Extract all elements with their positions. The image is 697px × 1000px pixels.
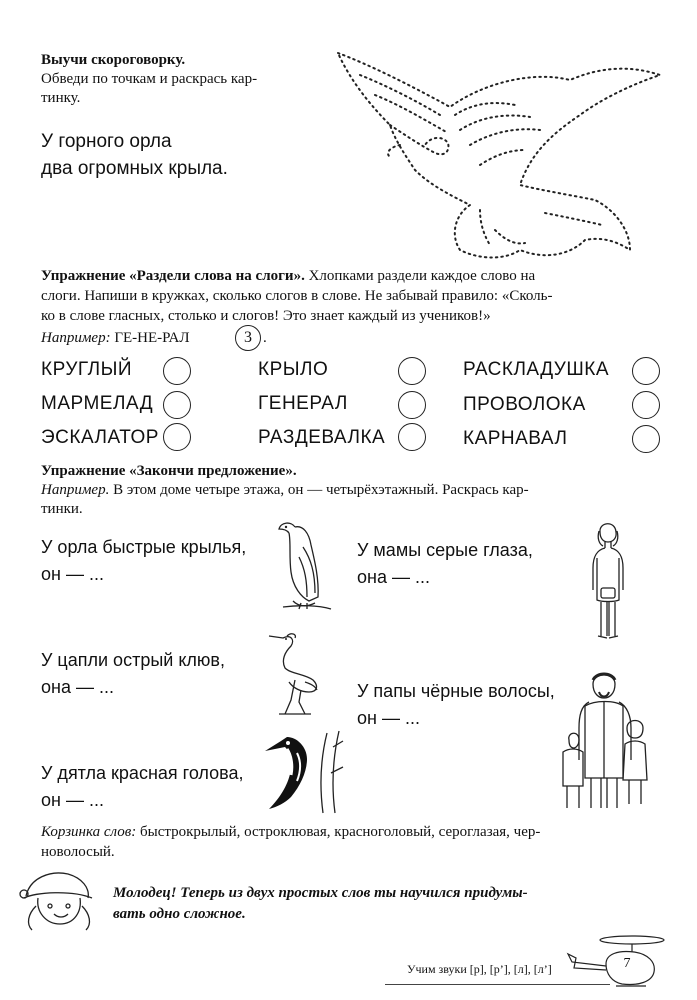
- page-number: 7: [623, 956, 631, 971]
- section2-title: Упражнение «Раздели слова на слоги».: [41, 268, 305, 284]
- heron-icon: [265, 630, 327, 718]
- basket-line1: [41, 824, 540, 841]
- sentence-eagle: [41, 534, 246, 588]
- example-count-circle: 3: [235, 325, 261, 351]
- section1-title: Выучи скороговорку.: [41, 52, 186, 68]
- section2-text-line2: слоги. Напиши в кружках, сколько слогов в слове. Не забывай правило: «Сколь-: [41, 288, 553, 304]
- word-general: ГЕНЕРАЛ: [258, 393, 348, 414]
- syllable-circle[interactable]: [398, 423, 426, 451]
- mom-icon: [583, 518, 633, 643]
- footer-caption: Учим звуки [р], [р’], [л], [л’]: [407, 962, 552, 976]
- word-raskladushka: РАСКЛАДУШКА: [463, 359, 610, 380]
- section1-instruction-line1: Обведи по точкам и раскрась кар-: [41, 71, 258, 87]
- praise-line1: Молодец! Теперь из двух простых слов ты научился придумы-: [113, 885, 528, 901]
- section2-line1: [41, 268, 535, 285]
- sentence-mom-line2: она — ...: [357, 567, 430, 587]
- sentence-woodpecker-line1: У дятла красная голова,: [41, 763, 244, 783]
- sentence-mom: [357, 537, 533, 591]
- section2-text-line1: Хлопками раздели каждое слово на: [308, 268, 536, 284]
- syllable-circle[interactable]: [632, 425, 660, 453]
- dwarf-icon: [16, 868, 108, 934]
- basket-words-line1: быстрокрылый, остроклювая, красноголовый, сероглазая, чер-: [140, 824, 541, 840]
- word-provoloka: ПРОВОЛОКА: [463, 394, 586, 415]
- sentence-dad: [357, 678, 555, 732]
- syllable-circle[interactable]: [398, 357, 426, 385]
- word-razdevalka: РАЗДЕВАЛКА: [258, 427, 386, 448]
- sentence-eagle-line1: У орла быстрые крылья,: [41, 537, 247, 557]
- basket-words-line2: новолосый.: [41, 844, 115, 860]
- eagle-icon: [273, 517, 335, 612]
- syllable-circle[interactable]: [632, 391, 660, 419]
- sentence-dad-line1: У папы чёрные волосы,: [357, 681, 555, 701]
- syllable-circle[interactable]: [163, 423, 191, 451]
- sentence-eagle-line2: он — ...: [41, 564, 104, 584]
- praise-line2: вать одно сложное.: [113, 906, 246, 922]
- section2-text-line3: ко в слове гласных, столько и слогов! Это знает каждый из учеников!»: [41, 308, 491, 324]
- syllable-circle[interactable]: [163, 357, 191, 385]
- dotted-eagle-icon: [330, 45, 670, 260]
- syllable-circle[interactable]: [163, 391, 191, 419]
- section3-example-line1: [41, 482, 529, 499]
- example-end: .: [263, 330, 267, 346]
- syllable-circle[interactable]: [398, 391, 426, 419]
- basket-label: Корзинка слов:: [41, 824, 137, 840]
- section2-example: [41, 330, 190, 347]
- sentence-dad-line2: он — ...: [357, 708, 420, 728]
- tongue-twister-line2: два огромных крыла.: [41, 158, 228, 179]
- sentence-heron-line1: У цапли острый клюв,: [41, 650, 225, 670]
- section3-example-label: Например.: [41, 482, 110, 498]
- woodpecker-icon: [261, 727, 351, 815]
- section3-example-text-line1: В этом доме четыре этажа, он — четырёхэтажный. Раскрась кар-: [113, 482, 529, 498]
- word-krylo: КРЫЛО: [258, 359, 329, 380]
- sentence-heron-line2: она — ...: [41, 677, 114, 697]
- example-label: Например:: [41, 330, 111, 346]
- sentence-mom-line1: У мамы серые глаза,: [357, 540, 533, 560]
- sentence-heron: [41, 647, 225, 701]
- word-krugly: КРУГЛЫЙ: [41, 359, 133, 380]
- syllable-circle[interactable]: [632, 357, 660, 385]
- word-eskalator: ЭСКАЛАТОР: [41, 427, 159, 448]
- word-karnaval: КАРНАВАЛ: [463, 428, 568, 449]
- word-marmelad: МАРМЕЛАД: [41, 393, 154, 414]
- tongue-twister-line1: У горного орла: [41, 131, 172, 152]
- example-word: ГЕ-НЕ-РАЛ: [114, 330, 190, 346]
- family-icon: [553, 668, 658, 813]
- section3-example-text-line2: тинки.: [41, 501, 83, 517]
- section3-title: Упражнение «Закончи предложение».: [41, 463, 297, 479]
- section1-instruction-line2: тинку.: [41, 90, 81, 106]
- sentence-woodpecker: [41, 760, 244, 814]
- sentence-woodpecker-line2: он — ...: [41, 790, 104, 810]
